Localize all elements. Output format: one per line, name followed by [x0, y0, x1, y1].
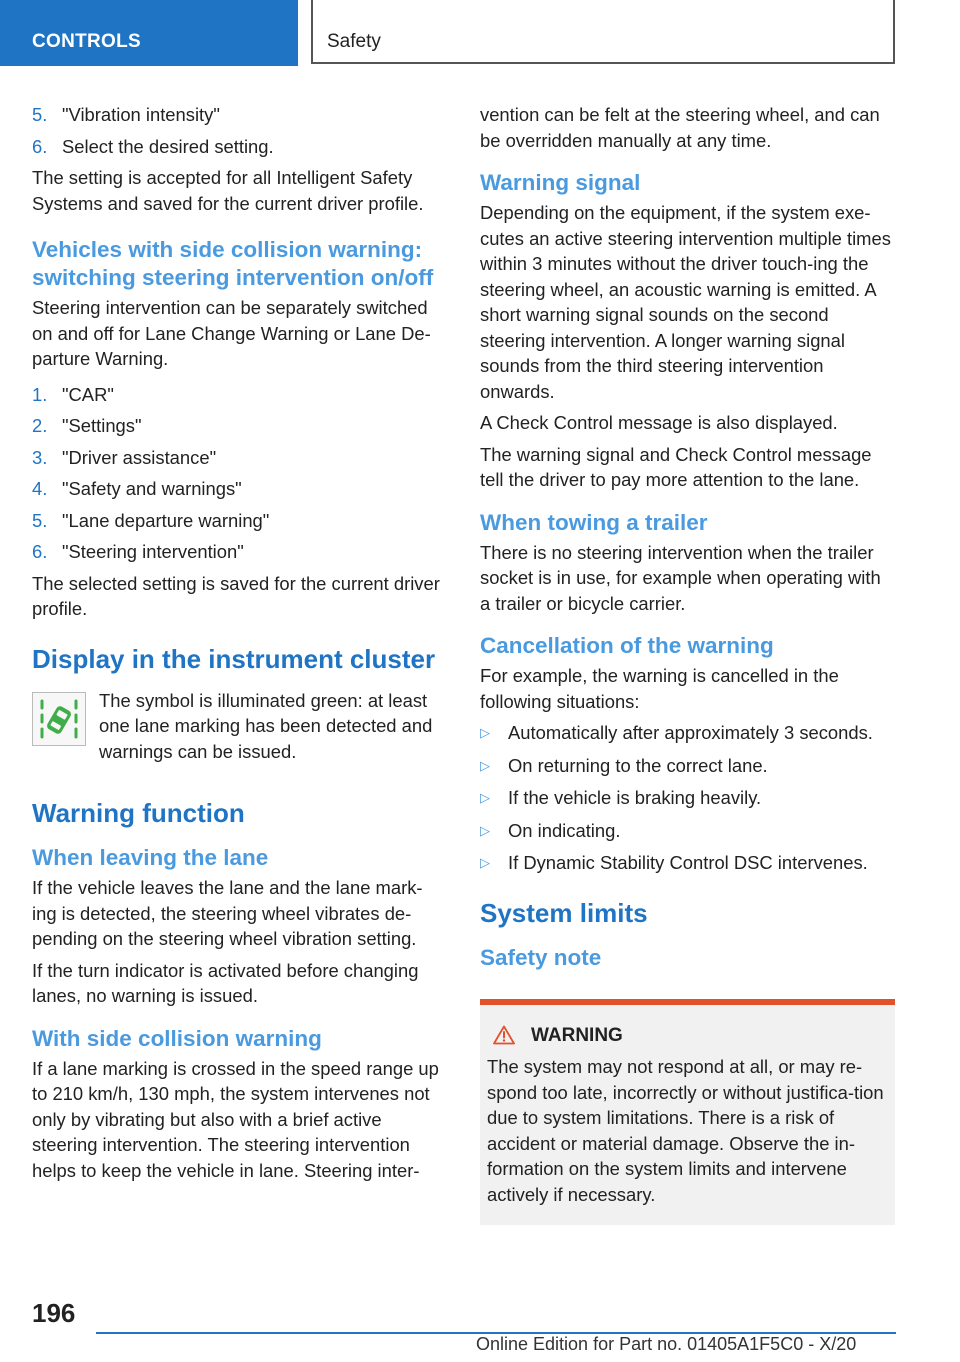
bullet-text: Automatically after approximately 3 seconds.: [508, 722, 873, 743]
paragraph: If the turn indicator is activated before changing lanes, no warning is issued.: [32, 959, 419, 1006]
step-number: 1.: [32, 383, 48, 405]
heading-display: Display in the instrument cluster: [32, 643, 436, 674]
paragraph: Depending on the equipment, if the system exe-cutes an active steering intervention multiple times within 3 minutes without the driver touch-ing the steering wheel, an acoustic warning is emitted. A short warning signal sounds on the second steering intervention. A longer warning signal sounds from the third steering intervention onwards.: [480, 202, 891, 402]
heading-warning-signal: Warning signal: [480, 170, 641, 195]
paragraph: There is no steering intervention when the trailer socket is in use, for example when operating with a trailer or bicycle carrier.: [480, 541, 881, 614]
step-text: "Lane departure warning": [62, 509, 270, 531]
paragraph: The selected setting is saved for the current driver profile.: [32, 572, 440, 619]
triangle-right-icon: ▷: [480, 855, 490, 870]
bullet-text: If the vehicle is braking heavily.: [508, 787, 762, 808]
list-item: [32, 539, 447, 565]
edition-text: Online Edition for Part no. 01405A1F5C0 - X/20: [476, 1334, 857, 1354]
bullet-text: If Dynamic Stability Control DSC intervenes.: [508, 852, 868, 873]
paragraph: For example, the warning is cancelled in the following situations:: [480, 665, 839, 712]
page-header: [0, 0, 960, 66]
list-item: [32, 508, 447, 534]
triangle-right-icon: ▷: [480, 822, 490, 838]
list-item: [480, 753, 895, 779]
bullet-text: On indicating.: [508, 819, 621, 841]
step-number: 6.: [32, 541, 48, 562]
triangle-right-icon: ▷: [480, 757, 490, 773]
step-text: "Settings": [62, 415, 142, 436]
list-item: [32, 382, 447, 408]
triangle-right-icon: ▷: [480, 725, 490, 740]
step-text: "Vibration intensity": [62, 104, 220, 125]
heading-side-collision: With side collision warning: [32, 1025, 322, 1051]
warning-triangle-icon: [493, 1025, 515, 1045]
step-number: 2.: [32, 415, 48, 436]
step-text: "Safety and warnings": [62, 478, 242, 499]
list-item: [32, 134, 447, 160]
step-text: "Driver assistance": [62, 446, 217, 468]
heading-towing-trailer: When towing a trailer: [480, 509, 708, 535]
heading-warning-function: Warning function: [32, 798, 245, 828]
paragraph: A Check Control message is also displayed.: [480, 412, 838, 433]
step-text: "Steering intervention": [62, 541, 244, 562]
chapter-tab[interactable]: Safety: [311, 0, 895, 64]
paragraph: If the vehicle leaves the lane and the lane mark-ing is detected, the steering wheel vibrates de-pending on the steering wheel vibration setting.: [32, 877, 423, 949]
list-item: [32, 413, 447, 439]
page-number: 196: [32, 1298, 76, 1328]
cancellation-list: [480, 720, 895, 876]
paragraph: If a lane marking is crossed in the speed range up to 210 km/h, 130 mph, the system intervenes not only by vibrating but also with a brief active steering intervention. The steering intervention helps to keep the vehicle in lane. Steering inter-: [32, 1057, 439, 1181]
lane-departure-warning-icon: [32, 692, 86, 746]
bullet-text: On returning to the correct lane.: [508, 754, 768, 776]
heading-side-collision-steering: Vehicles with side collision warning: switching steering intervention on/off: [32, 237, 434, 290]
triangle-right-icon: ▷: [480, 790, 490, 805]
list-item: [480, 720, 895, 746]
paragraph: The warning signal and Check Control message tell the driver to pay more attention to the lane.: [480, 443, 872, 490]
steps-list-a: [32, 102, 447, 159]
paragraph: vention can be felt at the steering wheel, and can be overridden manually at any time.: [480, 104, 880, 151]
list-item: [32, 476, 447, 502]
warning-title: WARNING: [531, 1024, 623, 1046]
step-number: 5.: [32, 509, 48, 531]
step-text: Select the desired setting.: [62, 135, 274, 157]
step-number: 3.: [32, 446, 48, 468]
list-item: [32, 102, 447, 128]
heading-cancellation: Cancellation of the warning: [480, 633, 774, 658]
list-item: [480, 818, 895, 844]
warning-title-row: [487, 1023, 888, 1049]
paragraph: The setting is accepted for all Intelligent Safety Systems and saved for the current driver profile.: [32, 167, 424, 214]
warning-text: The system may not respond at all, or may re-spond too late, incorrectly or without justifica-tion due to system limitations. There is a risk of accident or material damage. Observe the in-formation on the system limits and intervene actively if necessary.: [487, 1056, 884, 1205]
heading-leaving-lane: When leaving the lane: [32, 845, 269, 870]
steps-list-b: [32, 382, 447, 565]
section-tab[interactable]: CONTROLS: [0, 0, 298, 66]
step-number: 5.: [32, 104, 48, 125]
step-number: 4.: [32, 478, 48, 499]
warning-box: [480, 999, 895, 1226]
list-item: [32, 445, 447, 471]
paragraph: Steering intervention can be separately switched on and off for Lane Change Warning or Lane De-parture Warning.: [32, 297, 431, 369]
display-indicator-row: [32, 688, 447, 765]
list-item: [480, 785, 895, 811]
step-number: 6.: [32, 135, 48, 157]
heading-safety-note: Safety note: [480, 944, 602, 970]
list-item: [480, 850, 895, 876]
display-description: The symbol is illuminated green: at least one lane marking has been detected and warnings can be issued.: [99, 689, 433, 762]
right-column: [480, 102, 895, 1225]
left-column: [32, 102, 447, 1189]
heading-system-limits: System limits: [480, 897, 648, 928]
step-text: "CAR": [62, 383, 114, 405]
